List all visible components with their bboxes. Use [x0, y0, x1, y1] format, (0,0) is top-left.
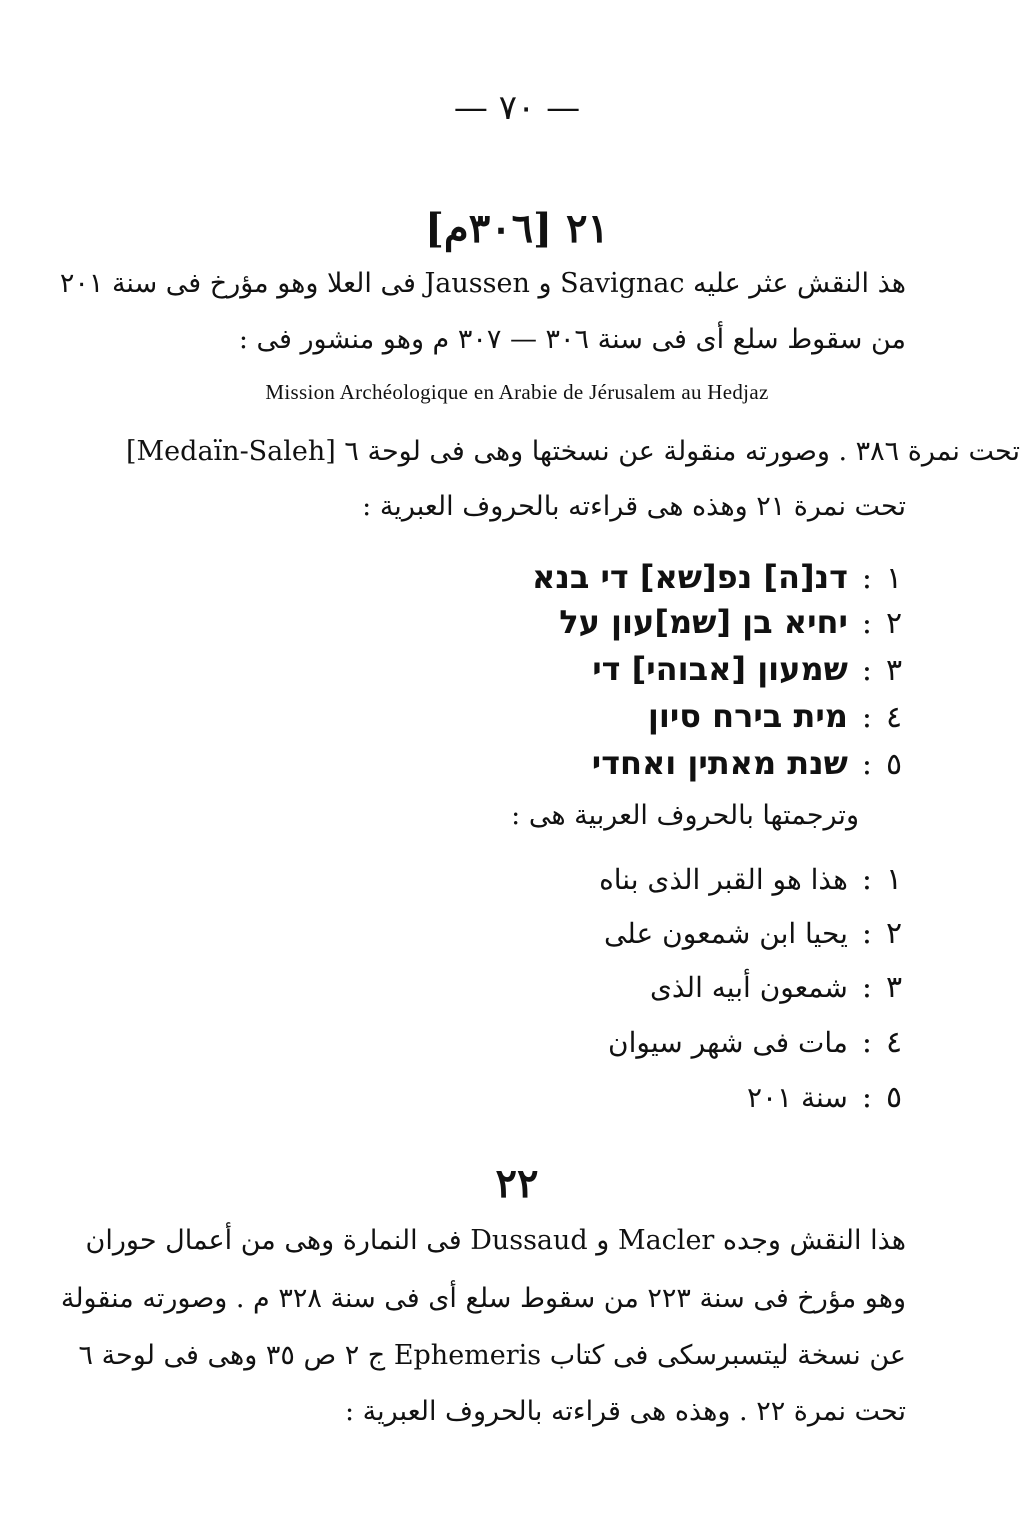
- section-22-line-4: تحت نمرة ٢٢ . وهذه هى قراءته بالحروف العبرية :: [344, 1396, 906, 1427]
- hebrew-line-5: [592, 744, 904, 782]
- hebrew-line-1: [532, 558, 904, 596]
- hebrew-text: דנ[ה] נפ[שא] די בנא: [532, 558, 848, 596]
- colon: :: [861, 970, 872, 1005]
- line-number: ١: [885, 862, 903, 897]
- line-number: ٥: [885, 1080, 903, 1115]
- arabic-line-4: [608, 1025, 904, 1060]
- line-number: ٢: [885, 606, 903, 641]
- section-21-line-2: من سقوط سلع أى فى سنة ٣٠٦ — ٣٠٧ م وهو منشور فى :: [238, 324, 906, 355]
- arabic-line-2: [604, 916, 904, 951]
- section-21-line-1: هذ النقش عثر عليه Savignac و Jaussen فى العلا وهو مؤرخ فى سنة ٢٠١: [59, 268, 906, 299]
- line-number: ١: [885, 561, 903, 596]
- arabic-text: سنة ٢٠١: [746, 1081, 848, 1114]
- line-number: ٥: [885, 747, 903, 782]
- arabic-line-1: [599, 862, 904, 897]
- arabic-text: شمعون أبيه الذى: [649, 971, 848, 1004]
- hebrew-text: שנת מאתין ואחדי: [591, 744, 848, 782]
- line-number: ٤: [885, 700, 903, 735]
- hebrew-line-3: [592, 650, 904, 688]
- arabic-text: مات فى شهر سيوان: [608, 1026, 848, 1059]
- arabic-line-5: [747, 1080, 904, 1115]
- section-22-line-2: وهو مؤرخ فى سنة ٢٢٣ من سقوط سلع أى فى سنة ٣٢٨ م . وصورته منقولة: [60, 1283, 906, 1314]
- colon: :: [861, 606, 872, 641]
- hebrew-text: יחיא בן [שמ]עון על: [559, 603, 848, 641]
- colon: :: [861, 1080, 872, 1115]
- line-number: ٣: [885, 653, 903, 688]
- arabic-line-3: [650, 970, 904, 1005]
- section-22-line-3: عن نسخة ليتسبرسكى فى كتاب Ephemeris ج ٢ ص ٣٥ وهى فى لوحة ٦: [78, 1340, 906, 1371]
- hebrew-line-4: [648, 697, 904, 735]
- arabic-text: يحيا ابن شمعون على: [603, 917, 848, 950]
- translation-intro: وترجمتها بالحروف العربية هى :: [511, 800, 859, 831]
- hebrew-text: מית בירח סיון: [647, 697, 848, 735]
- line-number: ٣: [885, 970, 903, 1005]
- line-number: ٤: [885, 1025, 903, 1060]
- colon: :: [861, 1025, 872, 1060]
- section-21-line-4: [Medaïn-Saleh] تحت نمرة ٣٨٦ . وصورته منقولة عن نسختها وهى فى لوحة ٦: [126, 436, 1020, 467]
- colon: :: [861, 561, 872, 596]
- section-21-line-5: تحت نمرة ٢١ وهذه هى قراءته بالحروف العبرية :: [362, 491, 906, 522]
- line-number: ٢: [885, 916, 903, 951]
- colon: :: [861, 916, 872, 951]
- page-number: — ٧٠ —: [453, 88, 581, 128]
- hebrew-line-2: [559, 603, 904, 641]
- section-21-latin-title: Mission Archéologique en Arabie de Jérusalem au Hedjaz: [265, 380, 769, 404]
- section-21-title: ٢١ [٣٠٦م]: [425, 205, 609, 252]
- colon: :: [861, 862, 872, 897]
- hebrew-text: שמעון [אבוהי] די: [592, 650, 848, 688]
- colon: :: [861, 747, 872, 782]
- section-22-line-1: هذا النقش وجده Macler و Dussaud فى النمارة وهى من أعمال حوران: [85, 1225, 906, 1256]
- section-22-title: ٢٢: [495, 1160, 539, 1207]
- arabic-text: هذا هو القبر الذى بناه: [599, 863, 848, 896]
- colon: :: [861, 700, 872, 735]
- colon: :: [861, 653, 872, 688]
